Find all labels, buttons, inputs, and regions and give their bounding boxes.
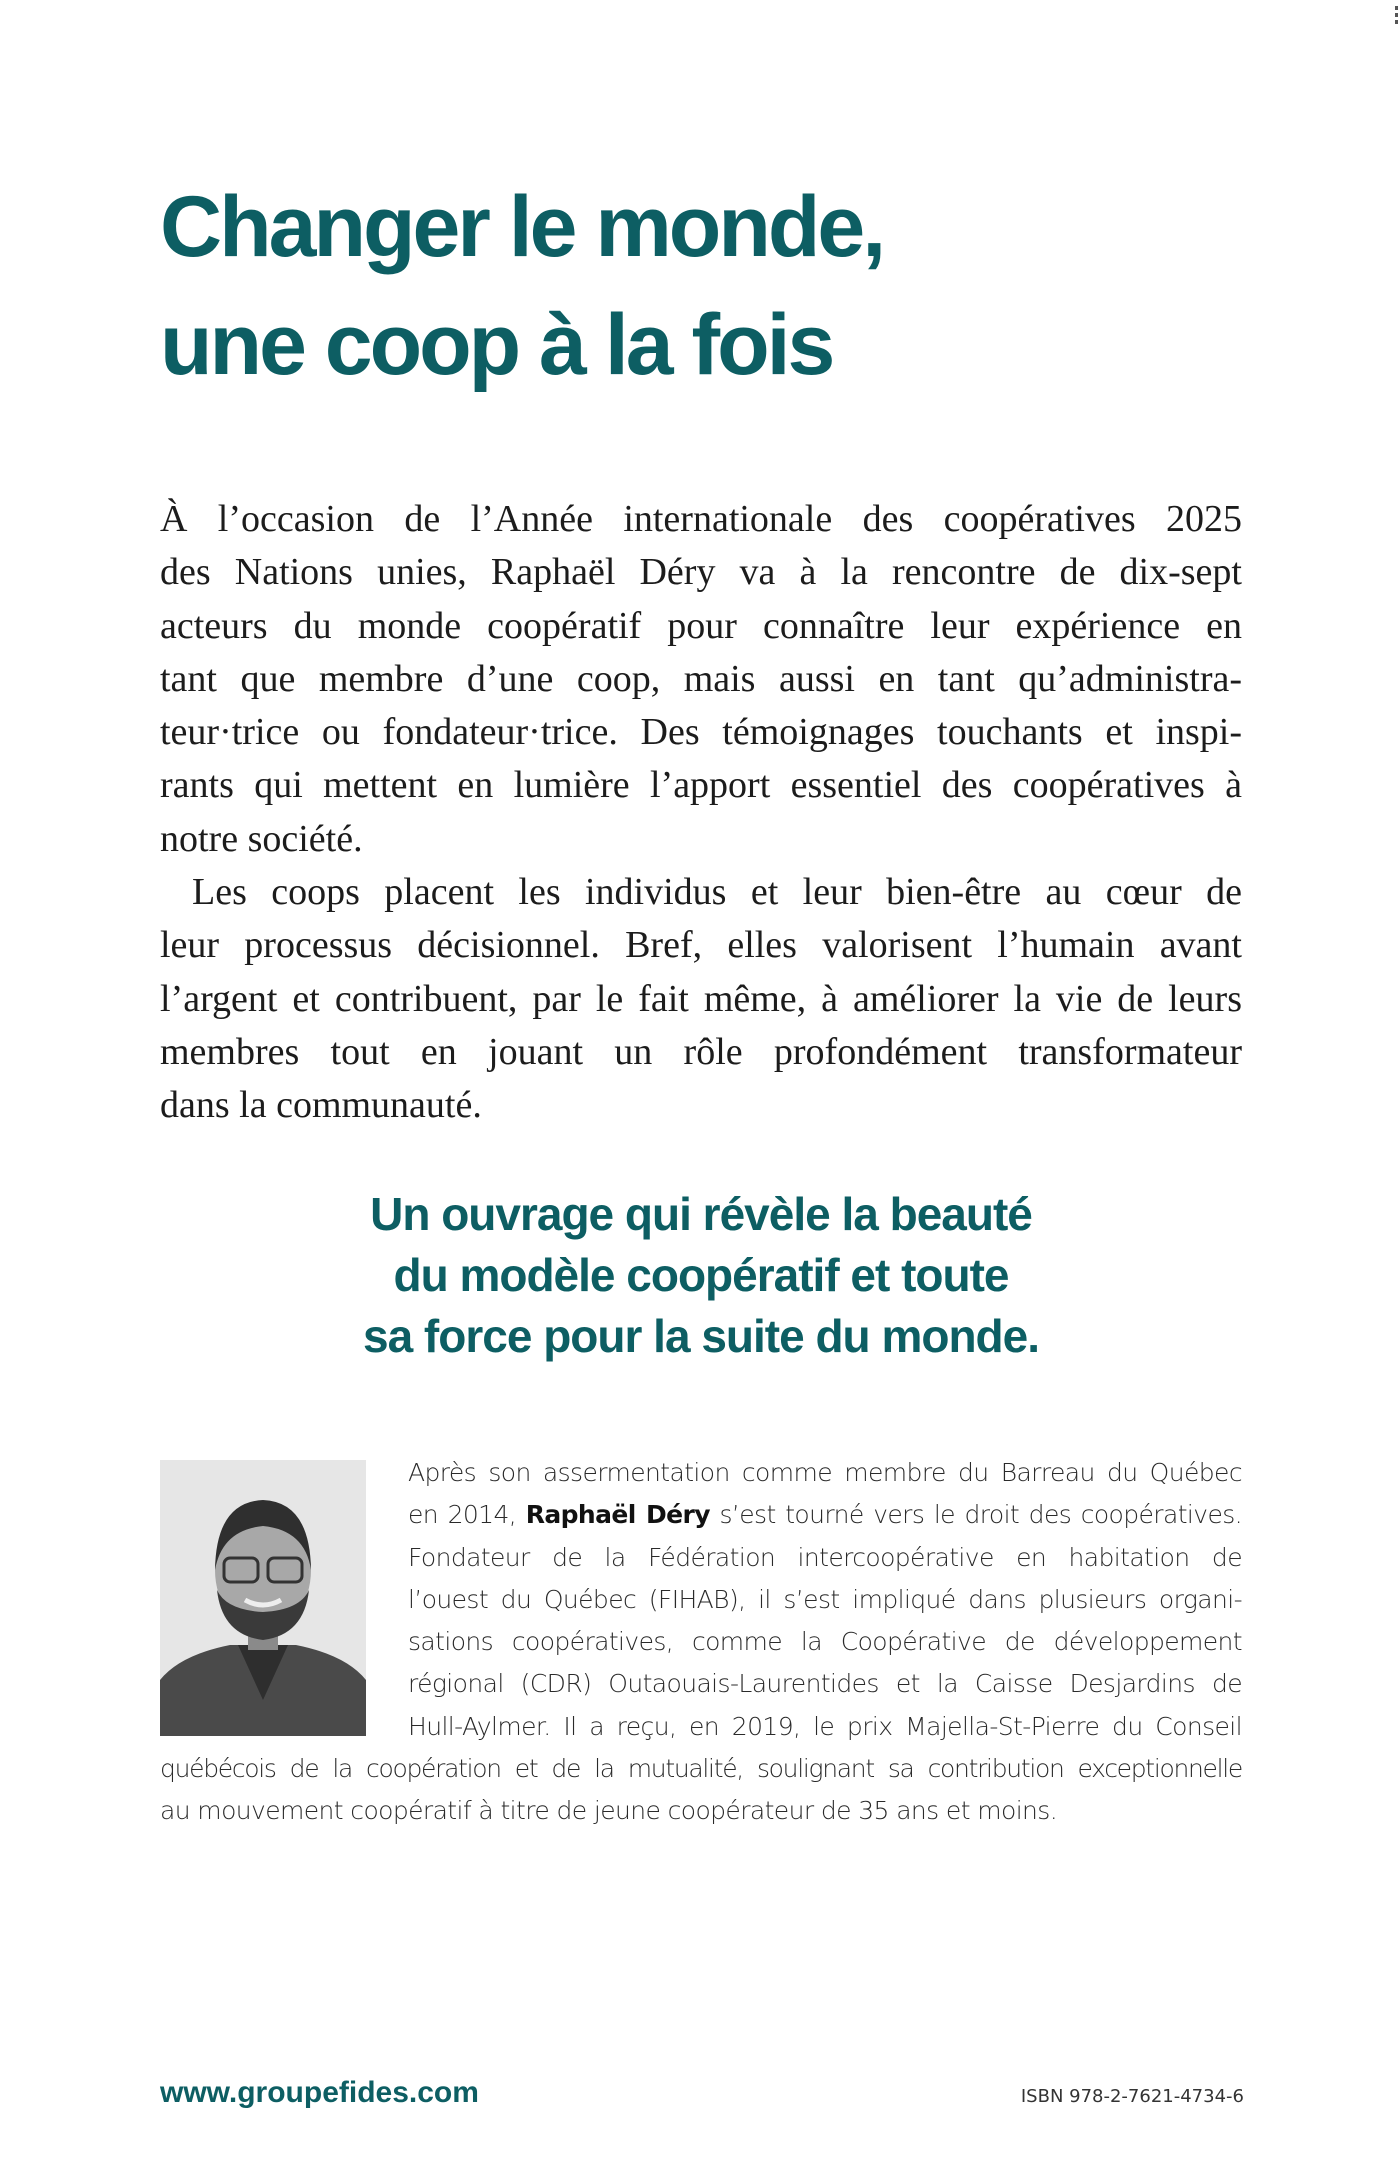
book-title bbox=[160, 168, 1260, 404]
desc-line: des Nations unies, Raphaël Déry va à la rencontre de dix-sept bbox=[160, 551, 1242, 594]
desc-line: À l’occasion de l’Année internationale des coopératives 2025 bbox=[160, 498, 1242, 540]
tagline bbox=[160, 1184, 1242, 1367]
bio-line: sations coopératives, comme la Coopérative de développement bbox=[408, 1627, 1242, 1657]
publisher-url[interactable]: www.groupefides.com bbox=[160, 2076, 479, 2109]
tagline-line: Un ouvrage qui révèle la beauté bbox=[370, 1188, 1032, 1240]
title-line: une coop à la fois bbox=[160, 297, 833, 393]
desc-line: Les coops placent les individus et leur bien-être au cœur de bbox=[192, 871, 1242, 914]
bio-line bbox=[160, 1494, 1242, 1536]
author-bio bbox=[160, 1452, 1242, 1833]
bio-line: au mouvement coopératif à titre de jeune coopérateur de 35 ans et moins. bbox=[160, 1796, 1058, 1826]
desc-line: teur·trice ou fondateur·trice. Des témoignages touchants et inspi- bbox=[160, 711, 1242, 754]
bio-line: québécois de la coopération et de la mutualité, soulignant sa contribution exceptionnelle bbox=[160, 1754, 1242, 1784]
tagline-line: du modèle coopératif et toute bbox=[393, 1249, 1009, 1301]
bio-line: Après son assermentation comme membre du Barreau du Québec bbox=[408, 1458, 1242, 1487]
bio-line: régional (CDR) Outaouais-Laurentides et la Caisse Desjardins de bbox=[408, 1669, 1242, 1699]
desc-line: tant que membre d’une coop, mais aussi en tant qu’administra- bbox=[160, 657, 1242, 700]
title-line: Changer le monde, bbox=[160, 179, 884, 275]
desc-line: l’argent et contribuent, par le fait même, à améliorer la vie de leurs bbox=[160, 977, 1242, 1020]
desc-line: acteurs du monde coopératif pour connaître leur expérience en bbox=[160, 604, 1242, 647]
corner-marks bbox=[1395, 6, 1398, 27]
desc-line: membres tout en jouant un rôle profondément transformateur bbox=[160, 1030, 1242, 1073]
desc-line: dans la communauté. bbox=[160, 1084, 482, 1127]
bio-text: s’est tourné vers le droit des coopératives. bbox=[709, 1500, 1242, 1530]
desc-line: leur processus décisionnel. Bref, elles valorisent l’humain avant bbox=[160, 924, 1242, 967]
author-name: Raphaël Déry bbox=[525, 1500, 710, 1530]
book-description bbox=[160, 493, 1242, 1133]
bio-text: en 2014, bbox=[408, 1500, 526, 1530]
bio-line: Hull-Aylmer. Il a reçu, en 2019, le prix Majella-St-Pierre du Conseil bbox=[408, 1711, 1242, 1741]
desc-line: rants qui mettent en lumière l’apport essentiel des coopératives à bbox=[160, 764, 1242, 807]
bio-line: l’ouest du Québec (FIHAB), il s’est impliqué dans plusieurs organi- bbox=[408, 1584, 1242, 1614]
bio-line: Fondateur de la Fédération intercoopérative en habitation de bbox=[408, 1542, 1242, 1572]
isbn: ISBN 978-2-7621-4734-6 bbox=[1020, 2086, 1244, 2107]
desc-line: notre société. bbox=[160, 817, 363, 860]
tagline-line: sa force pour la suite du monde. bbox=[362, 1310, 1039, 1362]
